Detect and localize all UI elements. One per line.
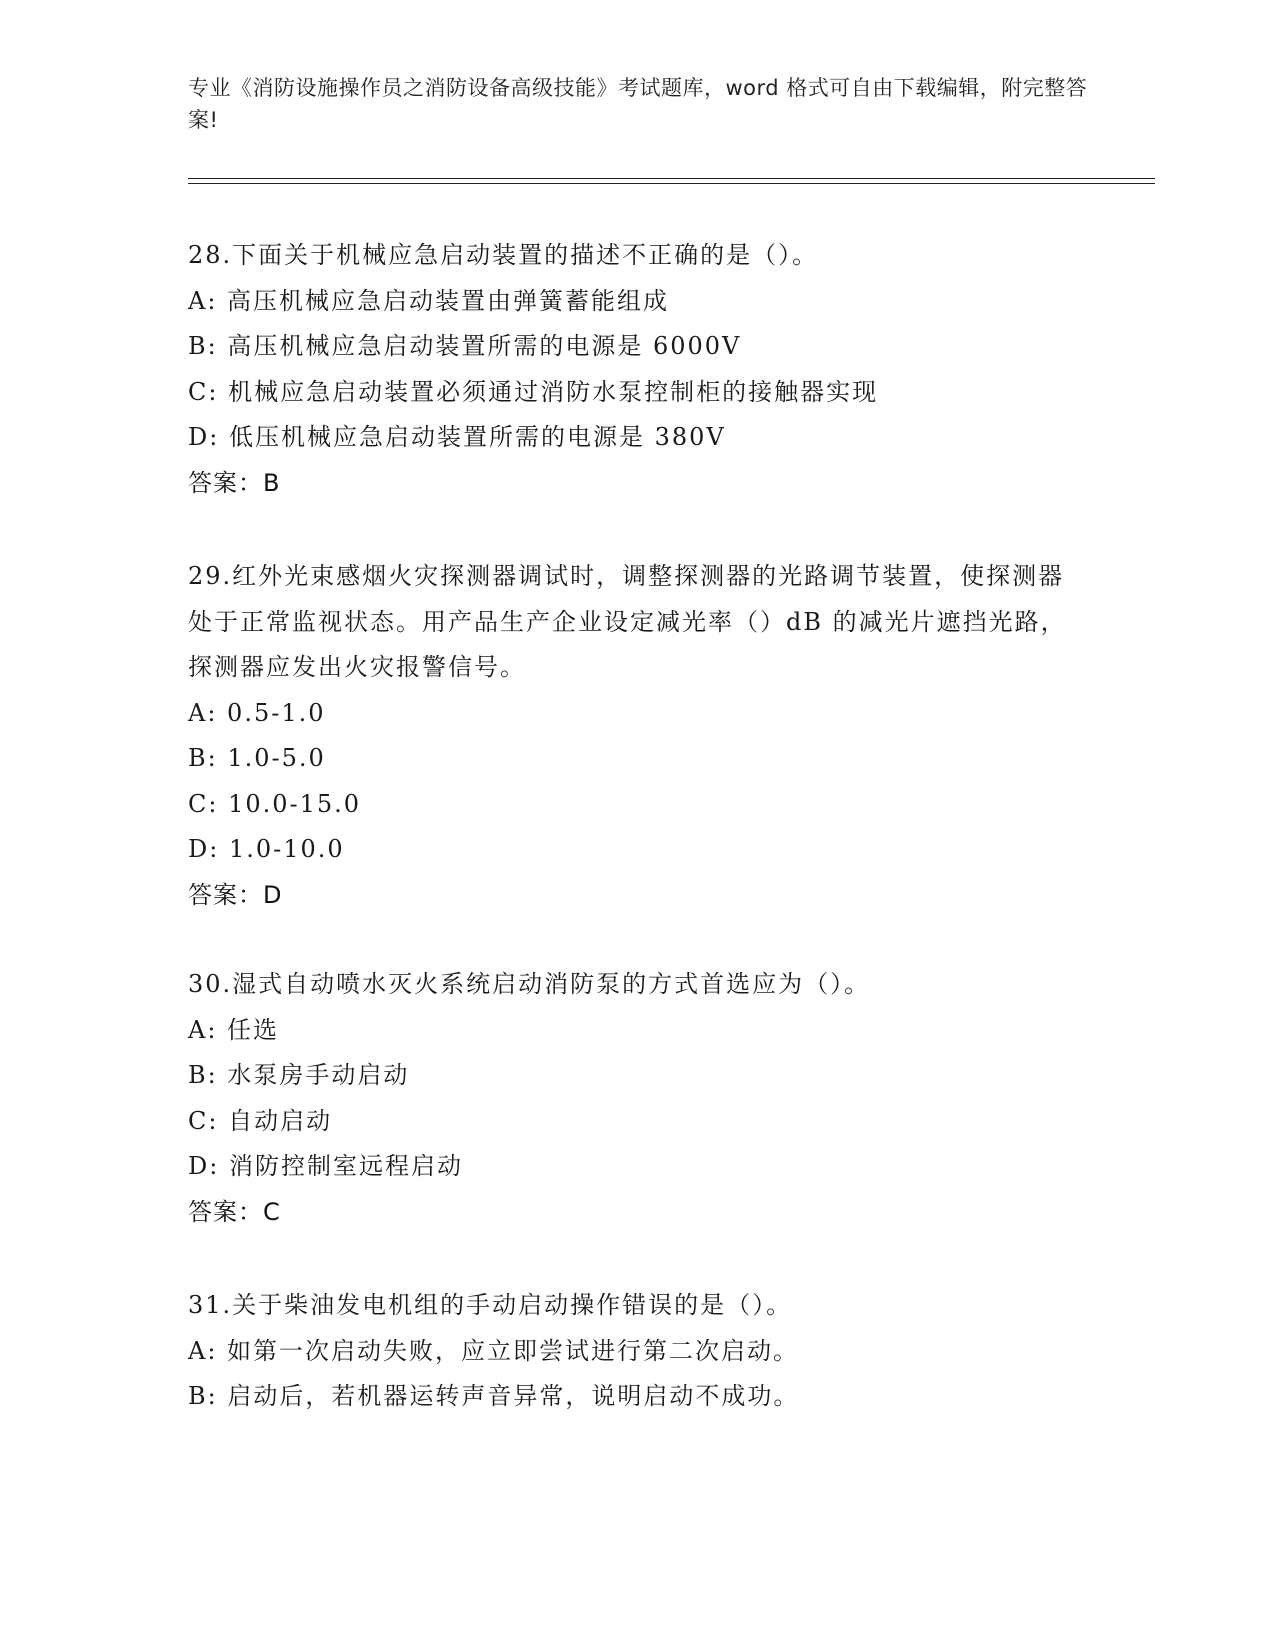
question-stem: 29.红外光束感烟火灾探测器调试时，调整探测器的光路调节装置，使探测器处于正常监视状态。用产品生产企业设定减光率（）dB 的减光片遮挡光路，探测器应发出火灾报警信号。 bbox=[188, 562, 1067, 681]
question-stem: 31.关于柴油发电机组的手动启动操作错误的是（）。 bbox=[188, 1291, 793, 1319]
answer: 答案：D bbox=[188, 880, 283, 909]
header-divider-bottom bbox=[188, 183, 1155, 184]
question-28 bbox=[188, 233, 1088, 506]
option-d: D: 低压机械应急启动装置所需的电源是 380V bbox=[188, 423, 726, 451]
option-b: B: 高压机械应急启动装置所需的电源是 6000V bbox=[188, 332, 742, 360]
answer: 答案：C bbox=[188, 1197, 281, 1226]
option-d: D: 消防控制室远程启动 bbox=[188, 1152, 463, 1180]
answer: 答案：B bbox=[188, 468, 281, 497]
question-31 bbox=[188, 1283, 1088, 1420]
option-a: A: 如第一次启动失败，应立即尝试进行第二次启动。 bbox=[188, 1336, 800, 1365]
option-a: A: 0.5-1.0 bbox=[188, 698, 326, 727]
option-c: C: 自动启动 bbox=[188, 1106, 333, 1135]
question-30 bbox=[188, 962, 1088, 1235]
option-a: A: 任选 bbox=[188, 1015, 280, 1044]
question-stem: 30.湿式自动喷水灭火系统启动消防泵的方式首选应为（）。 bbox=[188, 970, 871, 998]
header-divider-top bbox=[188, 178, 1155, 179]
option-c: C: 10.0-15.0 bbox=[188, 789, 362, 818]
option-b: B: 水泵房手动启动 bbox=[188, 1061, 410, 1089]
option-b: B: 1.0-5.0 bbox=[188, 744, 326, 772]
page-header: 专业《消防设施操作员之消防设备高级技能》考试题库，word 格式可自由下载编辑，附完整答案! bbox=[188, 76, 1088, 132]
option-a: A: 高压机械应急启动装置由弹簧蓄能组成 bbox=[188, 286, 670, 315]
option-b: B: 启动后，若机器运转声音异常，说明启动不成功。 bbox=[188, 1382, 800, 1410]
option-c: C: 机械应急启动装置必须通过消防水泵控制柜的接触器实现 bbox=[188, 377, 879, 406]
question-stem: 28.下面关于机械应急启动装置的描述不正确的是（）。 bbox=[188, 241, 819, 269]
option-d: D: 1.0-10.0 bbox=[188, 835, 345, 863]
question-29 bbox=[188, 554, 1088, 918]
